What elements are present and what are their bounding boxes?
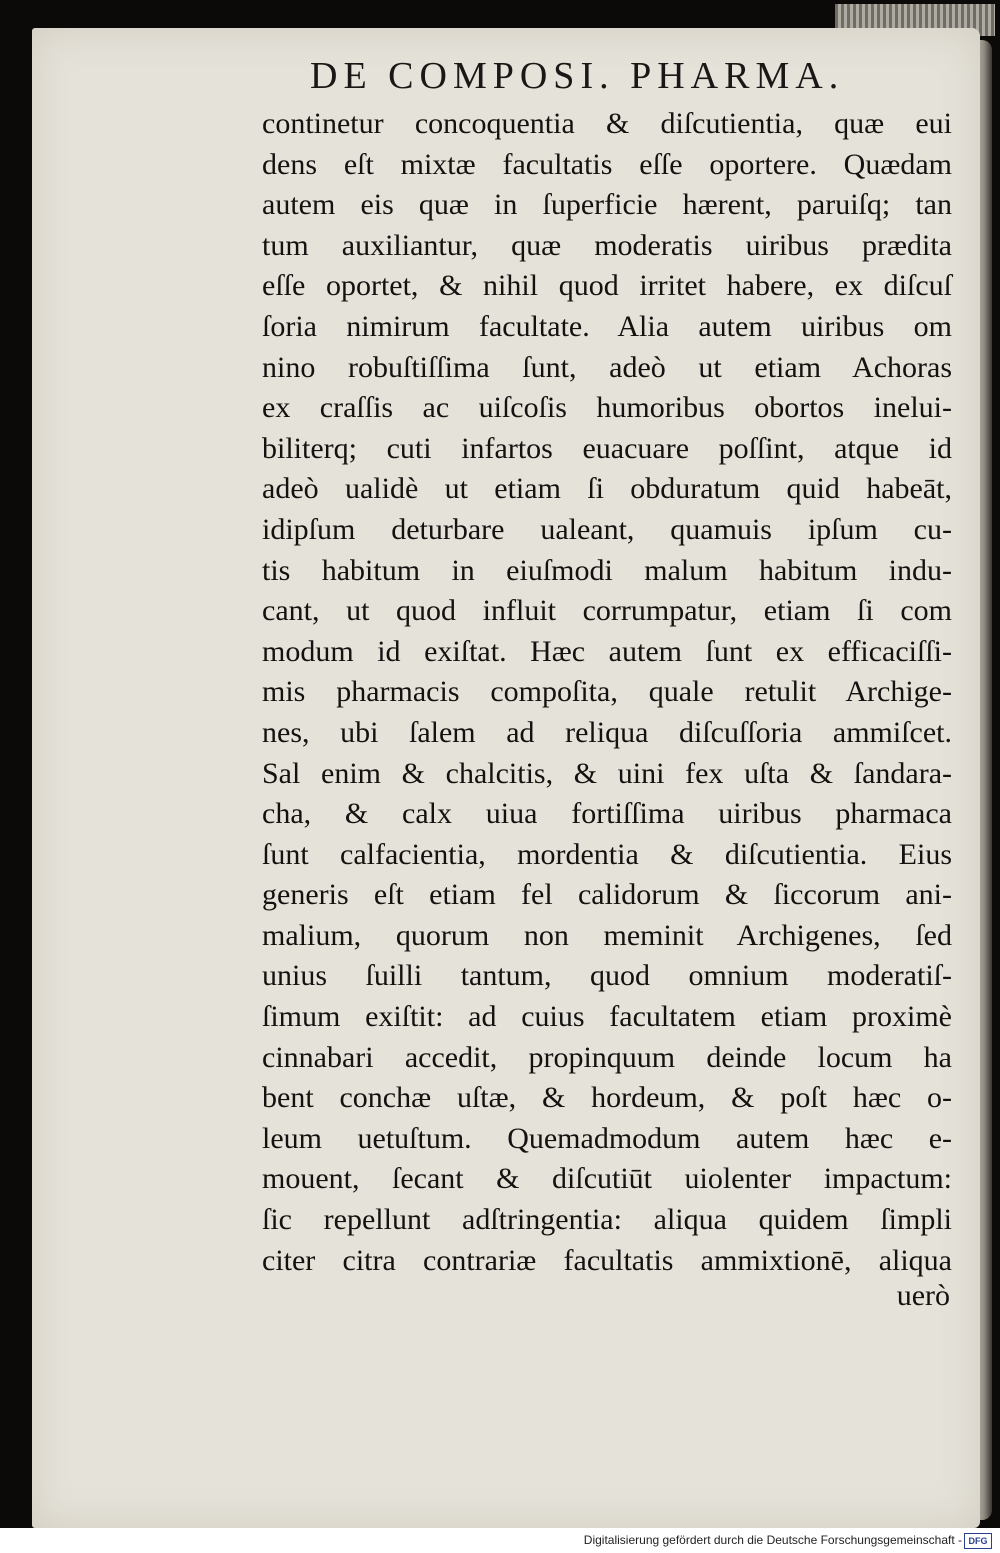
text-line: unius ſuilli tantum, quod omnium moderatiſ- (262, 959, 952, 993)
text-line: cant, ut quod influit corrumpatur, etiam ſi com (262, 594, 952, 628)
text-line: ex craſſis ac uiſcoſis humoribus obortos inelui- (262, 391, 952, 425)
text-line: autem eis quæ in ſuperficie hærent, paruiſq; tan (262, 188, 952, 222)
text-line: ſunt calfacientia, mordentia & diſcutientia. Eius (262, 837, 952, 871)
text-line: biliterq; cuti infartos euacuare poſſint, atque id (262, 431, 952, 465)
text-line: tis habitum in eiuſmodi malum habitum indu- (262, 553, 952, 587)
running-head: DE COMPOSI. PHARMA. (310, 55, 845, 97)
text-line: citer citra contrariæ facultatis ammixtionē, aliqua (262, 1243, 952, 1277)
text-line: leum uetuſtum. Quemadmodum autem hæc e- (262, 1121, 952, 1155)
body-text (262, 104, 952, 1281)
text-line: continetur concoquentia & diſcutientia, quæ eui (262, 107, 952, 140)
dfg-logo-icon: DFG (964, 1533, 992, 1549)
text-line: ſoria nimirum facultate. Alia autem uiribus om (262, 309, 952, 343)
text-line: malium, quorum non meminit Archigenes, ſed (262, 918, 952, 952)
text-line: idipſum deturbare ualeant, quamuis ipſum cu- (262, 512, 952, 546)
text-line: cha, & calx uiua fortiſſima uiribus pharmaca (262, 797, 952, 831)
text-line: mis pharmacis compoſita, quale retulit Archige- (262, 675, 952, 709)
text-line: mouent, ſecant & diſcutiūt uiolenter impactum: (262, 1162, 952, 1196)
text-line: modum id exiſtat. Hæc autem ſunt ex efficaciſſi- (262, 634, 952, 668)
text-line: cinnabari accedit, propinquum deinde locum ha (262, 1040, 952, 1074)
text-line: generis eſt etiam fel calidorum & ſiccorum ani- (262, 878, 952, 912)
text-line: tum auxiliantur, quæ moderatis uiribus prædita (262, 228, 952, 262)
catchword: uerò (896, 1279, 950, 1312)
funding-credit: Digitalisierung gefördert durch die Deutsche Forschungsgemeinschaft - (583, 1533, 962, 1547)
text-line: bent conchæ uſtæ, & hordeum, & poſt hæc o- (262, 1081, 952, 1115)
digitization-footer (0, 1528, 1000, 1553)
text-line: ſimum exiſtit: ad cuius facultatem etiam proximè (262, 1000, 952, 1034)
text-line: nino robuſtiſſima ſunt, adeò ut etiam Achoras (262, 350, 952, 384)
text-line: ſic repellunt adſtringentia: aliqua quidem ſimpli (262, 1203, 952, 1237)
text-line: Sal enim & chalcitis, & uini fex uſta & ſandara- (262, 756, 952, 790)
text-line: nes, ubi ſalem ad reliqua diſcuſſoria ammiſcet. (262, 715, 952, 749)
text-line: dens eſt mixtæ facultatis eſſe oportere. Quædam (262, 147, 952, 181)
text-line: eſſe oportet, & nihil quod irritet habere, ex diſcuſ (262, 269, 952, 303)
text-line: adeò ualidè ut etiam ſi obduratum quid habeāt, (262, 472, 952, 506)
